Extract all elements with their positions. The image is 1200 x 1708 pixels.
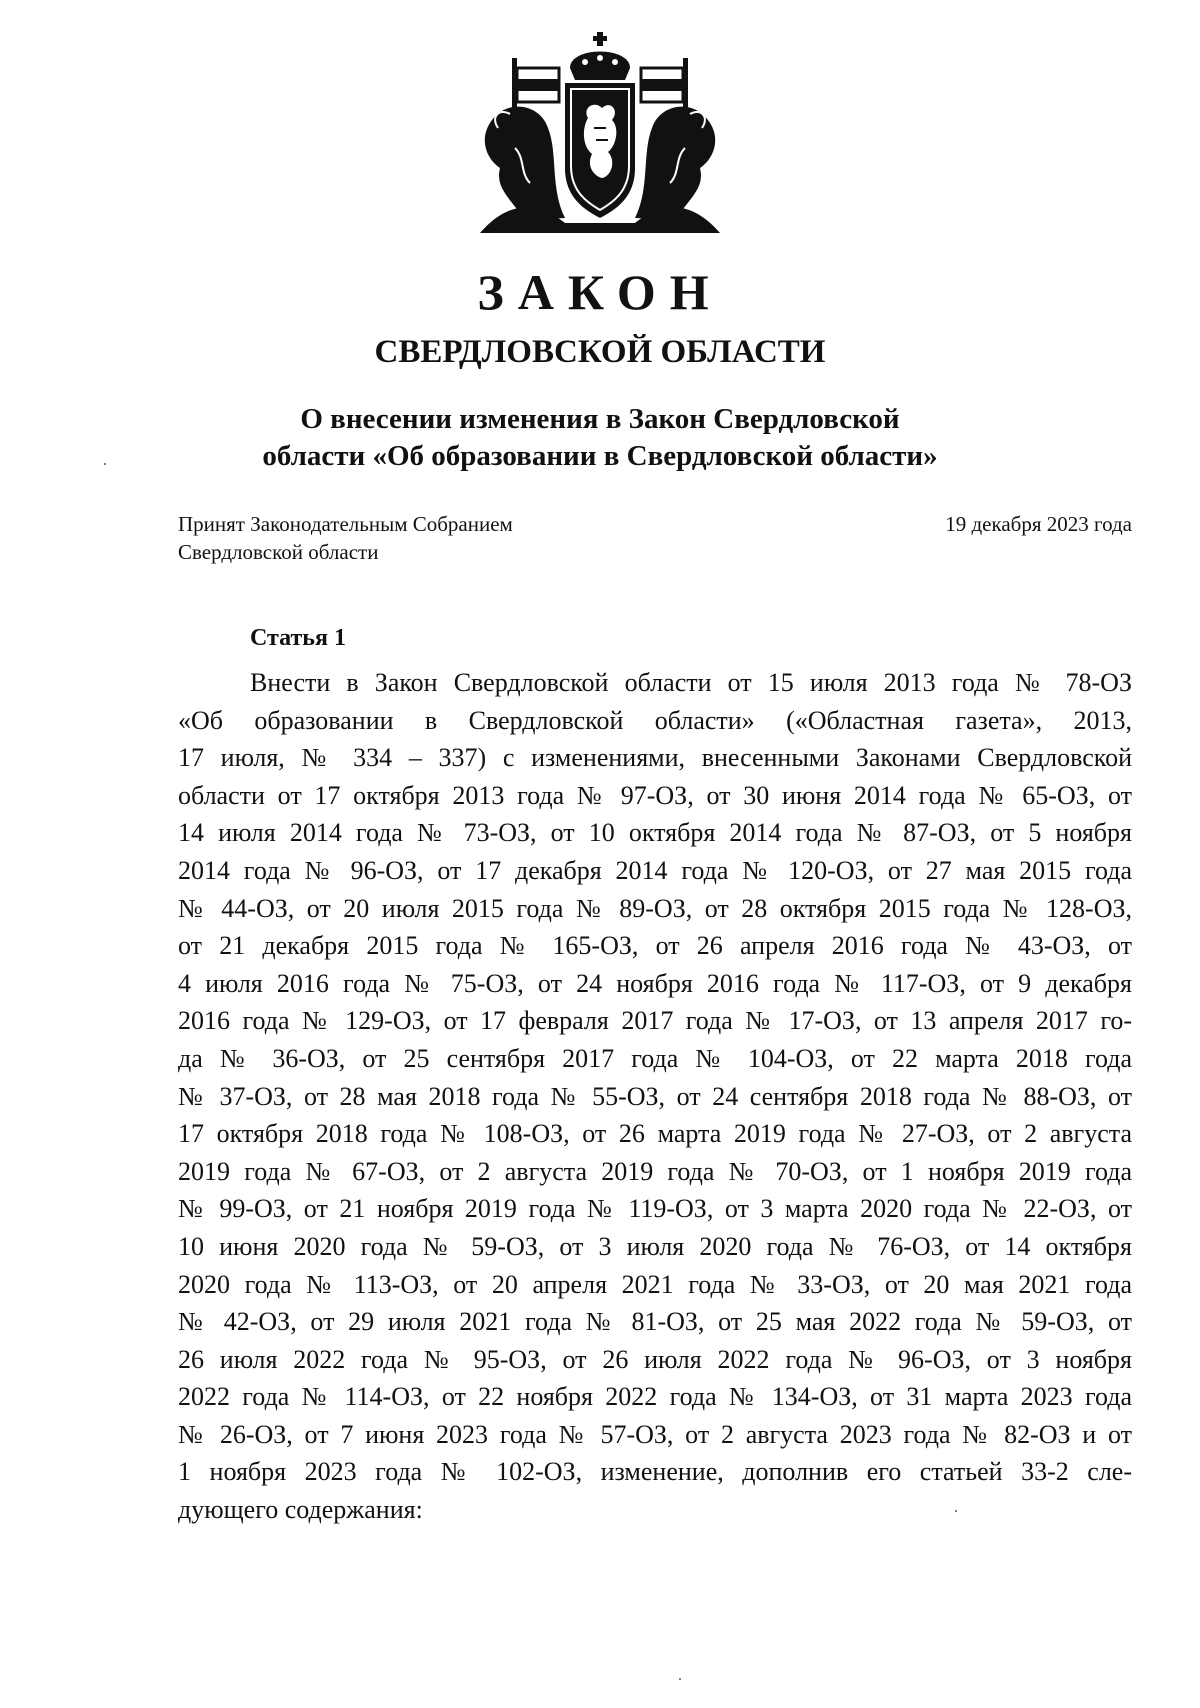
law-name [0,401,1200,475]
article-line: 2019 года № 67-ОЗ, от 2 августа 2019 года № 70-ОЗ, от 1 ноября 2019 года [178,1156,1132,1186]
article-line: 2016 года № 129-ОЗ, от 17 февраля 2017 года № 17-ОЗ, от 13 апреля 2017 го- [178,1006,1132,1036]
adopted-by-line: Свердловской области [178,540,379,564]
article-line: 17 июля, № 334 – 337) с изменениями, внесенными Законами Свердловской [178,743,1132,773]
article-line: дующего содержания: [178,1495,423,1525]
article-line: да № 36-ОЗ, от 25 сентября 2017 года № 104-ОЗ, от 22 марта 2018 года [178,1043,1132,1073]
article-line: области от 17 октября 2013 года № 97-ОЗ, от 30 июня 2014 года № 65-ОЗ, от [178,780,1132,810]
adoption-date: 19 декабря 2023 года [945,512,1132,536]
article-line: № 26-ОЗ, от 7 июня 2023 года № 57-ОЗ, от 2 августа 2023 года № 82-ОЗ и от [178,1419,1132,1449]
coat-of-arms-icon [470,28,730,243]
article-line: 26 июля 2022 года № 95-ОЗ, от 26 июля 2022 года № 96-ОЗ, от 3 ноября [178,1344,1132,1374]
article-line: № 42-ОЗ, от 29 июля 2021 года № 81-ОЗ, от 25 мая 2022 года № 59-ОЗ, от [178,1307,1132,1337]
law-name-line: области «Об образовании в Свердловской области» [262,440,938,472]
article-line: 4 июля 2016 года № 75-ОЗ, от 24 ноября 2016 года № 117-ОЗ, от 9 декабря [178,968,1132,998]
law-name-line: О внесении изменения в Закон Свердловской [300,403,900,435]
article-line: Внести в Закон Свердловской области от 15 июля 2013 года № 78-ОЗ [250,668,1132,697]
article-line: 14 июля 2014 года № 73-ОЗ, от 10 октября 2014 года № 87-ОЗ, от 5 ноября [178,818,1132,848]
article-line: № 37-ОЗ, от 28 мая 2018 года № 55-ОЗ, от 24 сентября 2018 года № 88-ОЗ, от [178,1081,1132,1111]
article-line: 2020 года № 113-ОЗ, от 20 апреля 2021 года № 33-ОЗ, от 20 мая 2021 года [178,1269,1132,1299]
article-title: Статья 1 [250,625,346,651]
article-line: 2022 года № 114-ОЗ, от 22 ноября 2022 года № 134-ОЗ, от 31 марта 2023 года [178,1382,1132,1412]
document-title: ЗАКОН [477,264,723,320]
scan-speck [104,463,106,465]
article-line: № 99-ОЗ, от 21 ноября 2019 года № 119-ОЗ, от 3 марта 2020 года № 22-ОЗ, от [178,1194,1132,1224]
article-line: 17 октября 2018 года № 108-ОЗ, от 26 марта 2019 года № 27-ОЗ, от 2 августа [178,1119,1132,1149]
adopted-by [178,510,513,566]
article-body [178,664,1132,1529]
scan-speck [679,1678,681,1680]
article-line: «Об образовании в Свердловской области» («Областная газета», 2013, [178,705,1132,735]
adopted-by-line: Принят Законодательным Собранием [178,512,513,536]
article-line: 1 ноября 2023 года № 102-ОЗ, изменение, дополнив его статьей 33-2 сле- [178,1457,1132,1487]
article-line: от 21 декабря 2015 года № 165-ОЗ, от 26 апреля 2016 года № 43-ОЗ, от [178,931,1132,961]
article-line: № 44-ОЗ, от 20 июля 2015 года № 89-ОЗ, от 28 октября 2015 года № 128-ОЗ, [178,893,1132,923]
article-line: 2014 года № 96-ОЗ, от 17 декабря 2014 года № 120-ОЗ, от 27 мая 2015 года [178,855,1132,885]
scan-speck [955,1510,957,1512]
article-line: 10 июня 2020 года № 59-ОЗ, от 3 июля 2020 года № 76-ОЗ, от 14 октября [178,1231,1132,1261]
document-subtitle: СВЕРДЛОВСКОЙ ОБЛАСТИ [374,334,826,370]
